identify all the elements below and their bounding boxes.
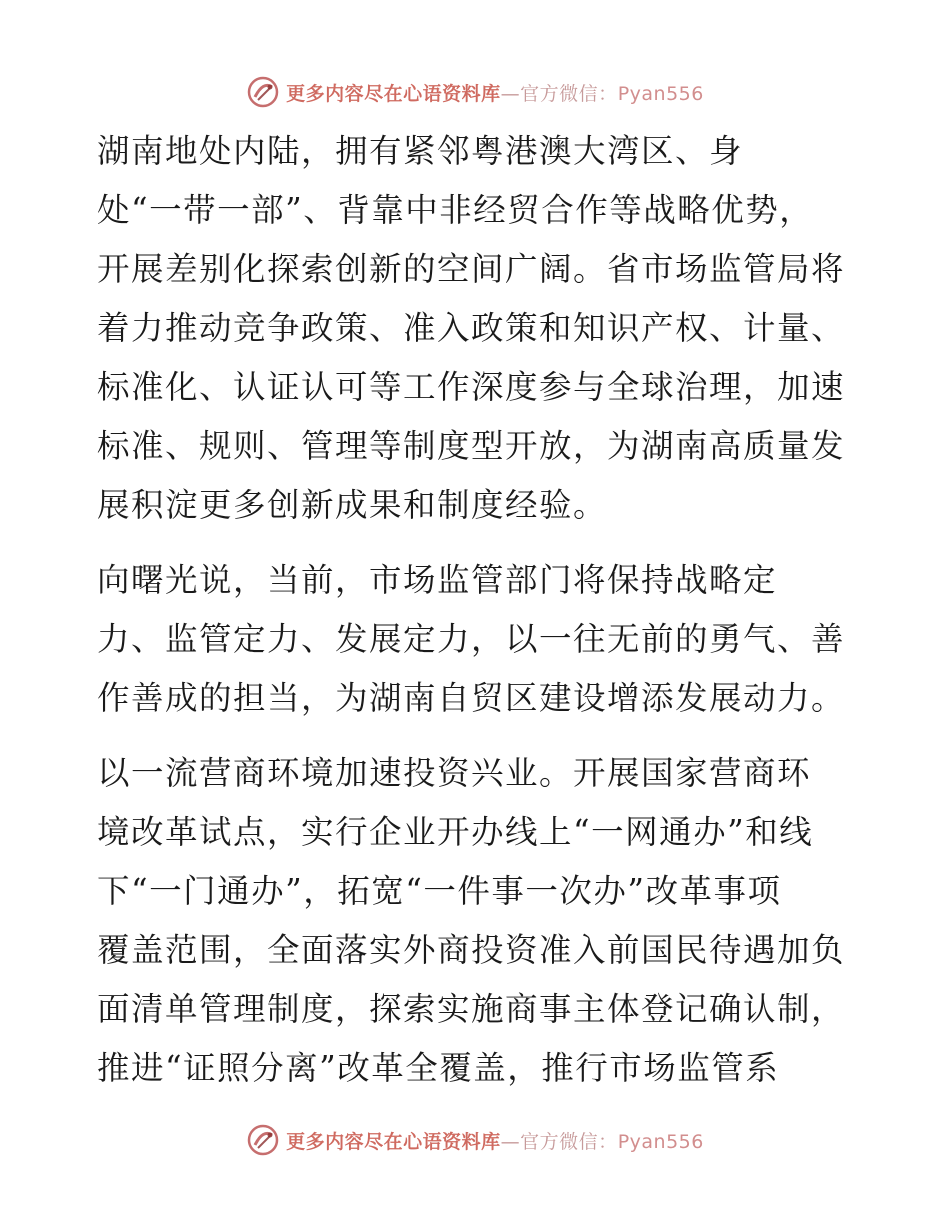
watermark-account: Pyan556 xyxy=(617,82,704,105)
logo-icon xyxy=(246,75,280,109)
text-line: 展积淀更多创新成果和制度经验。 xyxy=(97,486,608,524)
text-line: 境改革试点，实行企业开办线上“一网通办”和线 xyxy=(97,813,814,851)
paragraph-spacer xyxy=(97,728,857,744)
text-line: 向曙光说，当前，市场监管部门将保持战略定 xyxy=(97,561,778,599)
watermark-text xyxy=(286,1127,704,1154)
text-line: 力、监管定力、发展定力，以一往无前的勇气、善 xyxy=(97,620,846,658)
paragraph-1 xyxy=(97,122,857,535)
text-line: 以一流营商环境加速投资兴业。开展国家营商环 xyxy=(97,754,812,792)
watermark-label: 官方微信： xyxy=(520,82,618,105)
text-line: 标准、规则、管理等制度型开放，为湖南高质量发 xyxy=(97,427,846,465)
text-line: 湖南地处内陆，拥有紧邻粤港澳大湾区、身 xyxy=(97,132,744,170)
footer-watermark xyxy=(0,1120,950,1160)
text-line: 作善成的担当，为湖南自贸区建设增添发展动力。 xyxy=(97,679,846,717)
text-line: 开展差别化探索创新的空间广阔。省市场监管局将 xyxy=(97,250,846,288)
text-line: 面清单管理制度，探索实施商事主体登记确认制， xyxy=(97,990,846,1028)
paragraph-2 xyxy=(97,551,857,728)
watermark-brand: 更多内容尽在心语资料库 xyxy=(286,1130,501,1153)
logo-icon xyxy=(246,1123,280,1157)
text-line: 推进“证照分离”改革全覆盖，推行市场监管系 xyxy=(97,1049,780,1087)
watermark-text xyxy=(286,79,704,106)
document-body xyxy=(97,122,857,1098)
text-line: 着力推动竞争政策、准入政策和知识产权、计量、 xyxy=(97,309,846,347)
header-watermark xyxy=(0,72,950,112)
watermark-separator: — xyxy=(500,82,521,105)
text-line: 处“一带一部”、背靠中非经贸合作等战略优势， xyxy=(97,191,814,229)
watermark-label: 官方微信： xyxy=(520,1130,618,1153)
watermark-separator: — xyxy=(500,1130,521,1153)
watermark-brand: 更多内容尽在心语资料库 xyxy=(286,82,501,105)
paragraph-3 xyxy=(97,744,857,1098)
text-line: 下“一门通办”，拓宽“一件事一次办”改革事项 xyxy=(97,872,782,910)
text-line: 覆盖范围，全面落实外商投资准入前国民待遇加负 xyxy=(97,931,846,969)
paragraph-spacer xyxy=(97,535,857,551)
watermark-account: Pyan556 xyxy=(617,1130,704,1153)
text-line: 标准化、认证认可等工作深度参与全球治理，加速 xyxy=(97,368,846,406)
